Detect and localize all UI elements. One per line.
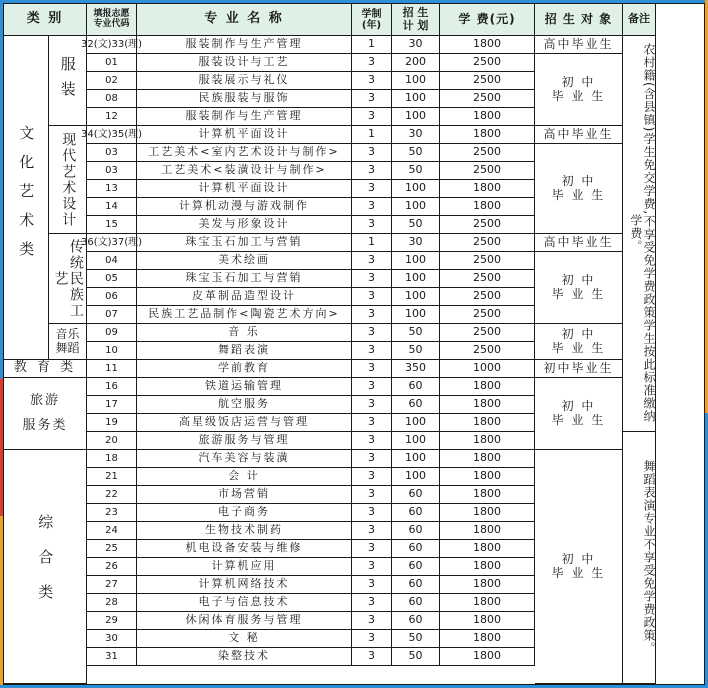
row-code: 05 bbox=[87, 270, 137, 288]
row-major: 休闲体育服务与管理 bbox=[137, 612, 352, 630]
row-plan: 60 bbox=[392, 396, 440, 414]
row-fee: 2500 bbox=[440, 288, 535, 306]
row-plan: 100 bbox=[392, 288, 440, 306]
row-fee: 1800 bbox=[440, 594, 535, 612]
row-major: 染整技术 bbox=[137, 648, 352, 666]
row-fee: 2500 bbox=[440, 324, 535, 342]
row-years: 3 bbox=[352, 414, 392, 432]
row-plan: 60 bbox=[392, 558, 440, 576]
row-years: 3 bbox=[352, 378, 392, 396]
row-plan: 100 bbox=[392, 180, 440, 198]
row-years: 3 bbox=[352, 324, 392, 342]
row-years: 3 bbox=[352, 162, 392, 180]
row-code: 03 bbox=[87, 162, 137, 180]
header-plan-line2: 计 划 bbox=[402, 18, 429, 32]
category-tourism-line1: 旅游 bbox=[29, 393, 60, 409]
row-fee: 1800 bbox=[440, 540, 535, 558]
target-junior-3-line2: 毕 业 生 bbox=[551, 286, 606, 301]
row-plan: 60 bbox=[392, 504, 440, 522]
row-major: 生物技术制药 bbox=[137, 522, 352, 540]
row-major: 市场营销 bbox=[137, 486, 352, 504]
target-junior-6-line1: 初 中 bbox=[561, 552, 596, 567]
row-major: 铁道运输管理 bbox=[137, 378, 352, 396]
row-years: 3 bbox=[352, 54, 392, 72]
note-dance-policy: 舞蹈表演专业不享受免学费政策。 bbox=[623, 432, 656, 684]
row-years: 3 bbox=[352, 522, 392, 540]
row-fee: 1800 bbox=[440, 180, 535, 198]
row-major: 旅游服务与管理 bbox=[137, 432, 352, 450]
row-major: 珠宝玉石加工与营销 bbox=[137, 270, 352, 288]
row-major: 电子与信息技术 bbox=[137, 594, 352, 612]
row-major: 汽车美容与装潢 bbox=[137, 450, 352, 468]
row-years: 3 bbox=[352, 612, 392, 630]
row-years: 3 bbox=[352, 648, 392, 666]
row-code: 29 bbox=[87, 612, 137, 630]
row-years: 3 bbox=[352, 216, 392, 234]
row-plan: 30 bbox=[392, 36, 440, 54]
row-years: 3 bbox=[352, 558, 392, 576]
row-years: 3 bbox=[352, 468, 392, 486]
row-plan: 50 bbox=[392, 144, 440, 162]
row-major: 文 秘 bbox=[137, 630, 352, 648]
row-code: 02 bbox=[87, 72, 137, 90]
row-major: 服装制作与生产管理 bbox=[137, 108, 352, 126]
row-code: 06 bbox=[87, 288, 137, 306]
row-major: 会 计 bbox=[137, 468, 352, 486]
row-plan: 350 bbox=[392, 360, 440, 378]
row-fee: 1800 bbox=[440, 414, 535, 432]
header-plan bbox=[392, 4, 440, 36]
row-plan: 100 bbox=[392, 450, 440, 468]
row-years: 3 bbox=[352, 306, 392, 324]
row-fee: 1800 bbox=[440, 558, 535, 576]
row-fee: 1800 bbox=[440, 108, 535, 126]
row-major: 珠宝玉石加工与营销 bbox=[137, 234, 352, 252]
row-major: 机电设备安装与维修 bbox=[137, 540, 352, 558]
row-years: 3 bbox=[352, 360, 392, 378]
target-junior-2-line1: 初 中 bbox=[561, 174, 596, 189]
row-years: 1 bbox=[352, 126, 392, 144]
row-plan: 60 bbox=[392, 540, 440, 558]
row-plan: 60 bbox=[392, 486, 440, 504]
row-code: 03 bbox=[87, 144, 137, 162]
row-fee: 1800 bbox=[440, 522, 535, 540]
row-code: 18 bbox=[87, 450, 137, 468]
row-fee: 2500 bbox=[440, 54, 535, 72]
row-major: 计算机平面设计 bbox=[137, 180, 352, 198]
row-major: 计算机动漫与游戏制作 bbox=[137, 198, 352, 216]
row-major: 服装设计与工艺 bbox=[137, 54, 352, 72]
row-years: 3 bbox=[352, 450, 392, 468]
row-code: 01 bbox=[87, 54, 137, 72]
row-years: 3 bbox=[352, 486, 392, 504]
target-junior-4-line2: 毕 业 生 bbox=[551, 340, 606, 355]
row-plan: 60 bbox=[392, 378, 440, 396]
row-major: 学前教育 bbox=[137, 360, 352, 378]
row-plan: 100 bbox=[392, 90, 440, 108]
row-plan: 100 bbox=[392, 72, 440, 90]
target-junior-5 bbox=[535, 378, 623, 450]
row-plan: 50 bbox=[392, 648, 440, 666]
row-years: 3 bbox=[352, 270, 392, 288]
header-code-line1: 填报志愿 bbox=[93, 8, 130, 19]
row-fee: 2500 bbox=[440, 342, 535, 360]
row-major: 计算机网络技术 bbox=[137, 576, 352, 594]
row-major: 电子商务 bbox=[137, 504, 352, 522]
row-fee: 1800 bbox=[440, 198, 535, 216]
row-fee: 1800 bbox=[440, 126, 535, 144]
target-junior-4 bbox=[535, 324, 623, 360]
row-code: 21 bbox=[87, 468, 137, 486]
subcategory-clothing: 服装 bbox=[49, 36, 87, 126]
category-education: 教 育 类 bbox=[4, 360, 87, 378]
row-years: 1 bbox=[352, 234, 392, 252]
enrollment-table bbox=[3, 3, 705, 685]
header-major: 专 业 名 称 bbox=[137, 4, 352, 36]
row-years: 3 bbox=[352, 72, 392, 90]
row-plan: 60 bbox=[392, 522, 440, 540]
target-high-school-3: 高中毕业生 bbox=[535, 234, 623, 252]
row-code: 28 bbox=[87, 594, 137, 612]
row-fee: 2500 bbox=[440, 270, 535, 288]
row-code: 13 bbox=[87, 180, 137, 198]
row-plan: 100 bbox=[392, 306, 440, 324]
row-fee: 1800 bbox=[440, 432, 535, 450]
row-code: 23 bbox=[87, 504, 137, 522]
row-code: 04 bbox=[87, 252, 137, 270]
row-plan: 100 bbox=[392, 108, 440, 126]
row-fee: 1800 bbox=[440, 468, 535, 486]
row-fee: 1800 bbox=[440, 36, 535, 54]
row-plan: 60 bbox=[392, 576, 440, 594]
row-fee: 2500 bbox=[440, 72, 535, 90]
row-code: 19 bbox=[87, 414, 137, 432]
row-code: 22 bbox=[87, 486, 137, 504]
row-plan: 60 bbox=[392, 594, 440, 612]
row-code: 30 bbox=[87, 630, 137, 648]
header-code bbox=[87, 4, 137, 36]
row-code: 16 bbox=[87, 378, 137, 396]
header-years-line1: 学制 bbox=[361, 8, 382, 20]
target-junior-6 bbox=[535, 450, 623, 684]
header-note: 备注 bbox=[623, 4, 656, 36]
row-fee: 1800 bbox=[440, 450, 535, 468]
target-junior-1-line2: 毕 业 生 bbox=[551, 88, 606, 103]
row-plan: 100 bbox=[392, 252, 440, 270]
target-junior-2 bbox=[535, 144, 623, 234]
row-code: 10 bbox=[87, 342, 137, 360]
row-code: 11 bbox=[87, 360, 137, 378]
row-major: 民族工艺品制作<陶瓷艺术方向> bbox=[137, 306, 352, 324]
row-fee: 1000 bbox=[440, 360, 535, 378]
row-major: 服装制作与生产管理 bbox=[137, 36, 352, 54]
row-fee: 1800 bbox=[440, 648, 535, 666]
row-fee: 1800 bbox=[440, 486, 535, 504]
header-category: 类 别 bbox=[4, 4, 87, 36]
note-tuition-policy: 农村籍(含县镇)学生免交学费,不享受免学费政策学生按此标准缴纳学费。 bbox=[623, 36, 656, 432]
row-plan: 50 bbox=[392, 342, 440, 360]
row-plan: 50 bbox=[392, 162, 440, 180]
row-major: 工艺美术<装潢设计与制作> bbox=[137, 162, 352, 180]
row-years: 3 bbox=[352, 630, 392, 648]
row-fee: 2500 bbox=[440, 252, 535, 270]
header-fee: 学 费(元) bbox=[440, 4, 535, 36]
row-code: 12 bbox=[87, 108, 137, 126]
category-general: 综合类 bbox=[4, 450, 87, 684]
target-junior-3-line1: 初 中 bbox=[561, 273, 596, 288]
row-fee: 1800 bbox=[440, 396, 535, 414]
header-plan-line1: 招 生 bbox=[402, 6, 429, 20]
row-fee: 2500 bbox=[440, 234, 535, 252]
row-years: 3 bbox=[352, 180, 392, 198]
row-fee: 1800 bbox=[440, 612, 535, 630]
subcategory-design: 现代艺术设计 bbox=[49, 126, 87, 234]
target-junior-6-line2: 毕 业 生 bbox=[551, 565, 606, 580]
row-major: 服装展示与礼仪 bbox=[137, 72, 352, 90]
row-code: 07 bbox=[87, 306, 137, 324]
row-plan: 50 bbox=[392, 324, 440, 342]
row-plan: 60 bbox=[392, 612, 440, 630]
row-years: 3 bbox=[352, 594, 392, 612]
row-major: 计算机应用 bbox=[137, 558, 352, 576]
row-plan: 100 bbox=[392, 414, 440, 432]
row-plan: 50 bbox=[392, 216, 440, 234]
row-fee: 2500 bbox=[440, 216, 535, 234]
target-high-school-2: 高中毕业生 bbox=[535, 126, 623, 144]
row-major: 美术绘画 bbox=[137, 252, 352, 270]
row-fee: 2500 bbox=[440, 90, 535, 108]
header-target: 招 生 对 象 bbox=[535, 4, 623, 36]
row-code: 25 bbox=[87, 540, 137, 558]
row-code: 36(文)37(理) bbox=[87, 234, 137, 252]
row-major: 高星级饭店运营与管理 bbox=[137, 414, 352, 432]
row-fee: 1800 bbox=[440, 630, 535, 648]
row-major: 工艺美术<室内艺术设计与制作> bbox=[137, 144, 352, 162]
row-major: 计算机平面设计 bbox=[137, 126, 352, 144]
row-code: 14 bbox=[87, 198, 137, 216]
row-years: 3 bbox=[352, 504, 392, 522]
category-tourism-line2: 服务类 bbox=[22, 417, 68, 433]
row-plan: 200 bbox=[392, 54, 440, 72]
header-years bbox=[352, 4, 392, 36]
row-code: 17 bbox=[87, 396, 137, 414]
row-major: 美发与形象设计 bbox=[137, 216, 352, 234]
row-years: 1 bbox=[352, 36, 392, 54]
target-junior-1 bbox=[535, 54, 623, 126]
subcategory-music-dance: 音乐舞蹈 bbox=[49, 324, 87, 360]
header-years-line2: (年) bbox=[361, 19, 382, 31]
row-years: 3 bbox=[352, 144, 392, 162]
row-years: 3 bbox=[352, 342, 392, 360]
target-junior-1-line1: 初 中 bbox=[561, 75, 596, 90]
row-major: 民族服装与服饰 bbox=[137, 90, 352, 108]
row-code: 27 bbox=[87, 576, 137, 594]
row-major: 舞蹈表演 bbox=[137, 342, 352, 360]
target-junior-3 bbox=[535, 252, 623, 324]
row-plan: 100 bbox=[392, 198, 440, 216]
row-years: 3 bbox=[352, 198, 392, 216]
row-code: 08 bbox=[87, 90, 137, 108]
row-fee: 2500 bbox=[440, 144, 535, 162]
row-fee: 1800 bbox=[440, 576, 535, 594]
row-fee: 2500 bbox=[440, 162, 535, 180]
row-plan: 30 bbox=[392, 126, 440, 144]
row-code: 15 bbox=[87, 216, 137, 234]
row-fee: 1800 bbox=[440, 378, 535, 396]
row-fee: 2500 bbox=[440, 306, 535, 324]
row-fee: 1800 bbox=[440, 504, 535, 522]
row-years: 3 bbox=[352, 432, 392, 450]
row-major: 皮革制品造型设计 bbox=[137, 288, 352, 306]
target-junior-single: 初中毕业生 bbox=[535, 360, 623, 378]
row-years: 3 bbox=[352, 288, 392, 306]
subcategory-crafts: 传统民族工艺 bbox=[49, 234, 87, 324]
row-code: 24 bbox=[87, 522, 137, 540]
target-junior-5-line2: 毕 业 生 bbox=[551, 412, 606, 427]
row-years: 3 bbox=[352, 576, 392, 594]
row-major: 航空服务 bbox=[137, 396, 352, 414]
row-plan: 100 bbox=[392, 270, 440, 288]
row-years: 3 bbox=[352, 252, 392, 270]
target-junior-4-line1: 初 中 bbox=[561, 327, 596, 342]
row-code: 20 bbox=[87, 432, 137, 450]
row-major: 音 乐 bbox=[137, 324, 352, 342]
target-high-school-1: 高中毕业生 bbox=[535, 36, 623, 54]
header-code-line2: 专业代码 bbox=[93, 18, 130, 29]
row-years: 3 bbox=[352, 396, 392, 414]
category-tourism bbox=[4, 378, 87, 450]
category-culture-art: 文化艺术类 bbox=[4, 36, 49, 360]
row-code: 32(文)33(理) bbox=[87, 36, 137, 54]
row-years: 3 bbox=[352, 90, 392, 108]
row-code: 31 bbox=[87, 648, 137, 666]
row-code: 09 bbox=[87, 324, 137, 342]
row-plan: 30 bbox=[392, 234, 440, 252]
row-plan: 50 bbox=[392, 630, 440, 648]
row-plan: 100 bbox=[392, 432, 440, 450]
target-junior-2-line2: 毕 业 生 bbox=[551, 187, 606, 202]
row-code: 34(文)35(理) bbox=[87, 126, 137, 144]
row-years: 3 bbox=[352, 540, 392, 558]
row-years: 3 bbox=[352, 108, 392, 126]
row-plan: 100 bbox=[392, 468, 440, 486]
row-code: 26 bbox=[87, 558, 137, 576]
target-junior-5-line1: 初 中 bbox=[561, 399, 596, 414]
